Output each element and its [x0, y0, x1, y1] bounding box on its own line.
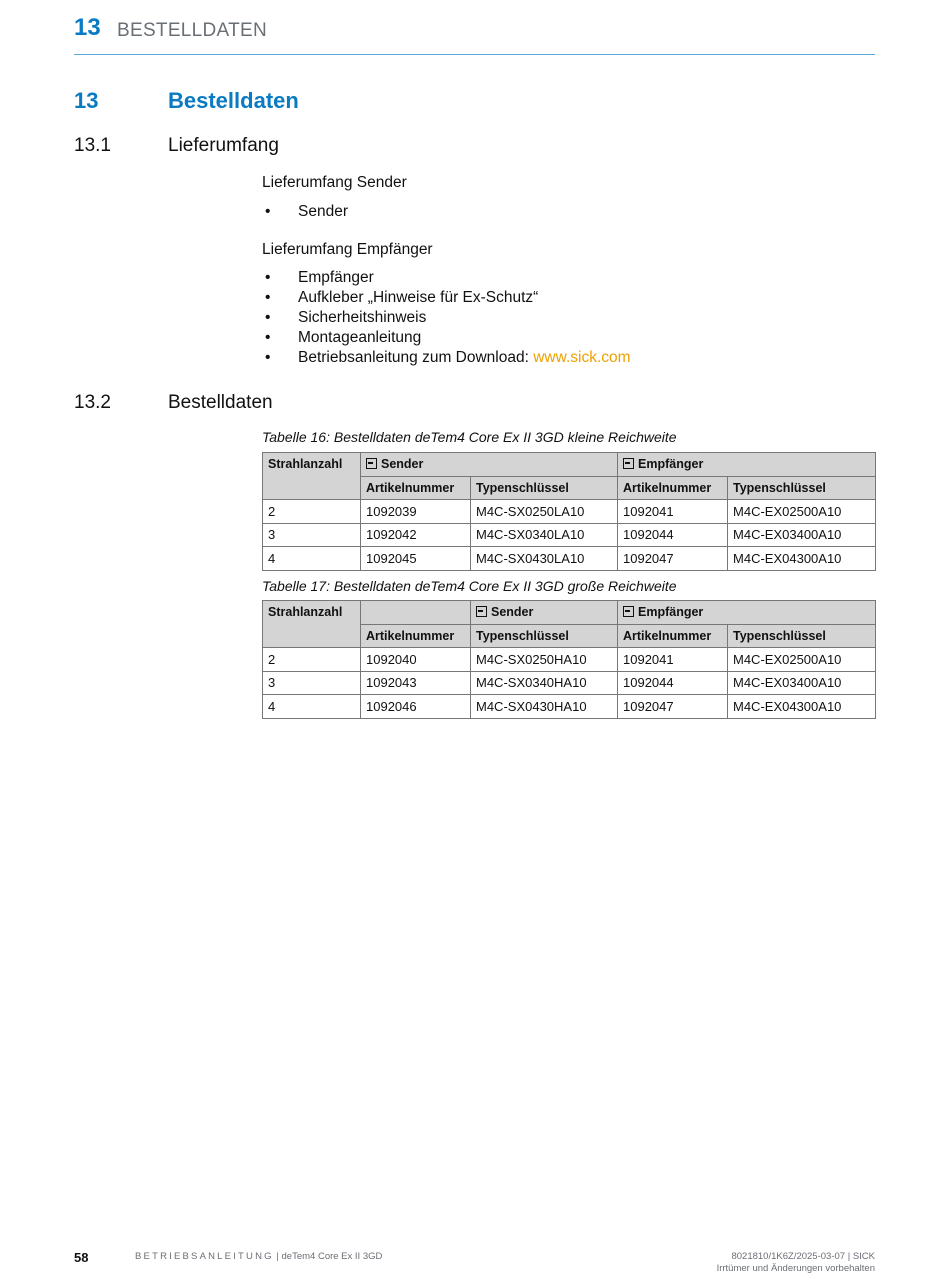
column-header-typenschluessel: Typenschlüssel: [728, 624, 876, 648]
table-cell: M4C-SX0340LA10: [471, 523, 618, 547]
table-cell: M4C-SX0250HA10: [471, 648, 618, 672]
table-cell: 1092047: [618, 695, 728, 719]
list-item: • Empfänger: [262, 268, 631, 288]
table-cell: M4C-EX02500A10: [728, 500, 876, 524]
column-header-artikelnummer: Artikelnummer: [618, 624, 728, 648]
table-16: [262, 452, 876, 571]
table-17-caption: Tabelle 17: Bestelldaten deTem4 Core Ex II 3GD große Reichweite: [262, 578, 677, 594]
table-cell: 3: [263, 523, 361, 547]
table-cell: 1092044: [618, 671, 728, 695]
footer-brand: SICK: [852, 1251, 875, 1262]
column-group-empfaenger: [618, 453, 876, 477]
table-cell: 1092047: [618, 547, 728, 571]
table-cell: 4: [263, 547, 361, 571]
table-16-caption: Tabelle 16: Bestelldaten deTem4 Core Ex II 3GD kleine Reichweite: [262, 429, 677, 445]
table-cell: 1092043: [361, 671, 471, 695]
column-header-strahlanzahl: Strahlanzahl: [263, 601, 361, 648]
column-header-typenschluessel: Typenschlüssel: [471, 476, 618, 500]
header-chapter-title: BESTELLDATEN: [117, 20, 268, 41]
table-row: [263, 523, 876, 547]
table-cell: M4C-SX0250LA10: [471, 500, 618, 524]
sender-scope-title: Lieferumfang Sender: [262, 174, 407, 191]
table-cell: 2: [263, 648, 361, 672]
table-cell: M4C-EX03400A10: [728, 523, 876, 547]
table-row: [263, 648, 876, 672]
sick-website-link[interactable]: www.sick.com: [533, 349, 631, 366]
footer-reference: 8021810/1K6Z/2025-03-07 | SICK Irrtümer und Änderungen vorbehalten: [716, 1251, 875, 1274]
column-group-sender: [361, 453, 618, 477]
table-cell: 1092039: [361, 500, 471, 524]
column-header-strahlanzahl: Strahlanzahl: [263, 453, 361, 500]
table-cell: 1092040: [361, 648, 471, 672]
column-group-empfaenger: [618, 601, 876, 625]
column-group-blank: [361, 601, 471, 625]
section-title-bestelldaten: Bestelldaten: [168, 392, 273, 413]
header-chapter-number: 13: [74, 14, 101, 41]
sender-icon: [476, 606, 487, 617]
page-number: 58: [74, 1250, 89, 1265]
table-cell: 1092041: [618, 648, 728, 672]
table-cell: 1092042: [361, 523, 471, 547]
table-cell: M4C-EX03400A10: [728, 671, 876, 695]
chapter-title: Bestelldaten: [168, 88, 299, 113]
receiver-label: Empfänger: [638, 457, 704, 472]
sender-label: Sender: [491, 605, 534, 620]
receiver-scope-title: Lieferumfang Empfänger: [262, 241, 433, 258]
table-cell: M4C-EX02500A10: [728, 648, 876, 672]
footer-disclaimer: Irrtümer und Änderungen vorbehalten: [716, 1263, 875, 1274]
receiver-icon: [623, 606, 634, 617]
running-header: [74, 14, 875, 55]
table-cell: M4C-SX0430LA10: [471, 547, 618, 571]
table-cell: 1092041: [618, 500, 728, 524]
footer-ref: 8021810/1K6Z/2025-03-07: [731, 1251, 846, 1262]
table-cell: 2: [263, 500, 361, 524]
section-number-13-1: 13.1: [74, 135, 111, 156]
table-cell: M4C-EX04300A10: [728, 695, 876, 719]
sender-icon: [366, 458, 377, 469]
sender-label: Sender: [381, 457, 424, 472]
column-header-artikelnummer: Artikelnummer: [361, 624, 471, 648]
table-row: [263, 547, 876, 571]
table-cell: M4C-SX0340HA10: [471, 671, 618, 695]
list-item-download: [262, 348, 631, 368]
table-row: [263, 695, 876, 719]
sender-scope-list: [262, 202, 348, 222]
table-cell: 1092046: [361, 695, 471, 719]
receiver-icon: [623, 458, 634, 469]
column-header-artikelnummer: Artikelnummer: [618, 476, 728, 500]
table-cell: 3: [263, 671, 361, 695]
footer-product: deTem4 Core Ex II 3GD: [281, 1251, 383, 1262]
section-title-lieferumfang: Lieferumfang: [168, 135, 279, 156]
table-cell: M4C-SX0430HA10: [471, 695, 618, 719]
receiver-scope-list: [262, 268, 631, 368]
table-17: [262, 600, 876, 719]
receiver-label: Empfänger: [638, 605, 704, 620]
column-header-typenschluessel: Typenschlüssel: [728, 476, 876, 500]
column-header-artikelnummer: Artikelnummer: [361, 476, 471, 500]
list-item: • Aufkleber „Hinweise für Ex-Schutz“: [262, 288, 631, 308]
footer-document: BETRIEBSANLEITUNG | deTem4 Core Ex II 3GD: [135, 1251, 383, 1262]
list-item: • Sender: [262, 202, 348, 222]
footer-doc-type: BETRIEBSANLEITUNG: [135, 1251, 274, 1262]
table-cell: 1092044: [618, 523, 728, 547]
download-label: Betriebsanleitung zum Download:: [298, 349, 534, 366]
list-item: • Montageanleitung: [262, 328, 631, 348]
table-cell: 1092045: [361, 547, 471, 571]
chapter-number: 13: [74, 88, 99, 113]
table-cell: M4C-EX04300A10: [728, 547, 876, 571]
list-item: • Sicherheitshinweis: [262, 308, 631, 328]
section-number-13-2: 13.2: [74, 392, 111, 413]
column-header-typenschluessel: Typenschlüssel: [471, 624, 618, 648]
table-row: [263, 671, 876, 695]
table-row: [263, 500, 876, 524]
table-cell: 4: [263, 695, 361, 719]
column-group-sender: [471, 601, 618, 625]
